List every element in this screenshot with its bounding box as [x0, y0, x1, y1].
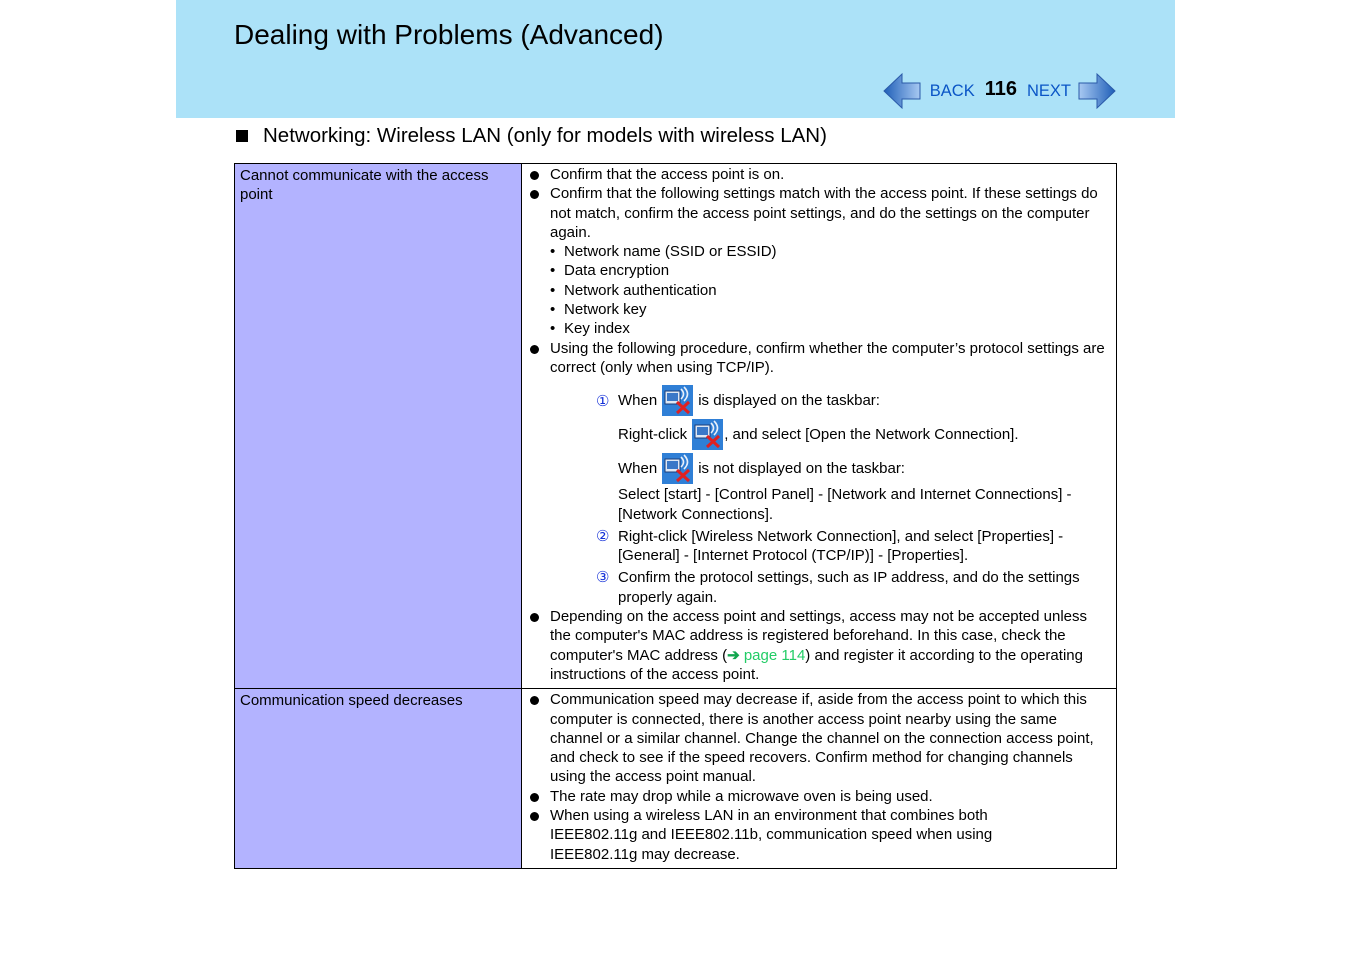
step-line: [618, 451, 1108, 485]
next-arrow-icon[interactable]: [1077, 72, 1117, 110]
settings-item: • Network authentication: [550, 281, 1108, 300]
step-number: ①: [596, 393, 610, 411]
list-item: [522, 339, 1116, 607]
troubleshooting-table: [234, 163, 1117, 869]
step-text: When: [618, 459, 658, 477]
procedure-step: [596, 568, 1108, 607]
list-item: When using a wireless LAN in an environment that combines both IEEE802.11g and IEEE802.11b, communication speed when using IEEE802.11g may decrease.: [522, 806, 1116, 864]
problem-cell: [235, 164, 522, 689]
settings-item: • Key index: [550, 319, 1108, 338]
step-text: Right-click [Wireless Network Connection], and select [Properties] - [General] - [Internet Protocol (TCP/IP)] - [Properties].: [618, 527, 1064, 565]
page-link[interactable]: page 114: [739, 646, 806, 664]
page-number: 116: [984, 77, 1017, 100]
wireless-disconnected-icon: [662, 453, 693, 484]
procedure-step: [596, 527, 1108, 566]
settings-item: • Network name (SSID or ESSID): [550, 242, 1108, 261]
step-text: Confirm the protocol settings, such as IP address, and do the settings properly again.: [618, 569, 1080, 606]
table-row: [235, 689, 1117, 869]
problem-text: Communication speed decreases: [240, 692, 463, 710]
step-line: [618, 417, 1108, 451]
back-link[interactable]: BACK: [929, 81, 975, 100]
step-line: [618, 383, 1108, 417]
list-item: [522, 165, 1116, 184]
page-header: [176, 0, 1175, 118]
solution-list: [522, 165, 1116, 684]
arrow-right-icon: ➔: [727, 646, 740, 664]
next-link[interactable]: NEXT: [1026, 81, 1071, 100]
list-item: [522, 184, 1116, 338]
section-title: Networking: Wireless LAN (only for models with wireless LAN): [263, 124, 827, 147]
step-text: Select [start] - [Control Panel] - [Network and Internet Connections] - [Network Connections].: [618, 486, 1072, 523]
list-item: [522, 607, 1116, 684]
section-heading: [234, 124, 827, 148]
page-title: Dealing with Problems (Advanced): [234, 19, 664, 50]
solution-cell: [522, 164, 1117, 689]
step-text: Right-click: [618, 425, 688, 443]
step-number: ③: [596, 569, 610, 587]
square-bullet-icon: [236, 130, 248, 142]
step-text: is displayed on the taskbar:: [698, 391, 880, 409]
back-arrow-icon[interactable]: [882, 72, 922, 110]
procedure-steps: [550, 383, 1108, 607]
settings-item: • Data encryption: [550, 261, 1108, 280]
procedure-step: [596, 383, 1108, 524]
solution-list: [522, 690, 1116, 864]
step-text: , and select [Open the Network Connection].: [724, 425, 1019, 443]
wireless-disconnected-icon: [662, 385, 693, 416]
settings-list: [550, 242, 1108, 338]
problem-cell: [235, 689, 522, 869]
list-item: The rate may drop while a microwave oven is being used.: [522, 787, 1116, 806]
list-item: Communication speed may decrease if, aside from the access point to which this computer is connected, there is another access point nearby using the same channel or a similar channel. Change the channel on the connection access point, and check to see if the speed recovers. Confirm method for changing channels using the access point manual.: [522, 690, 1116, 786]
settings-item: • Network key: [550, 300, 1108, 319]
wireless-disconnected-icon: [692, 419, 723, 450]
problem-text: Cannot communicate with the access point: [240, 167, 489, 204]
list-item-text: Confirm that the following settings match with the access point. If these settings do not match, confirm the access point settings, and do the settings on the computer again.: [550, 185, 1098, 241]
list-item-text: ) and register it according to the operating instructions of the access point.: [550, 646, 1083, 683]
step-number: ②: [596, 527, 610, 545]
page-navigation: [882, 72, 1117, 110]
list-item-text: Using the following procedure, confirm whether the computer’s protocol settings are correct (only when using TCP/IP).: [550, 339, 1105, 376]
solution-cell: [522, 689, 1117, 869]
table-row: [235, 164, 1117, 689]
list-item-text: Depending on the access point and settings, access may not be accepted unless the computer's MAC address is registered beforehand. In this case, check the computer's MAC address (: [550, 608, 1088, 664]
step-text: When: [618, 391, 658, 409]
step-text: is not displayed on the taskbar:: [698, 459, 905, 477]
list-item-text: Confirm that the access point is on.: [550, 166, 785, 183]
